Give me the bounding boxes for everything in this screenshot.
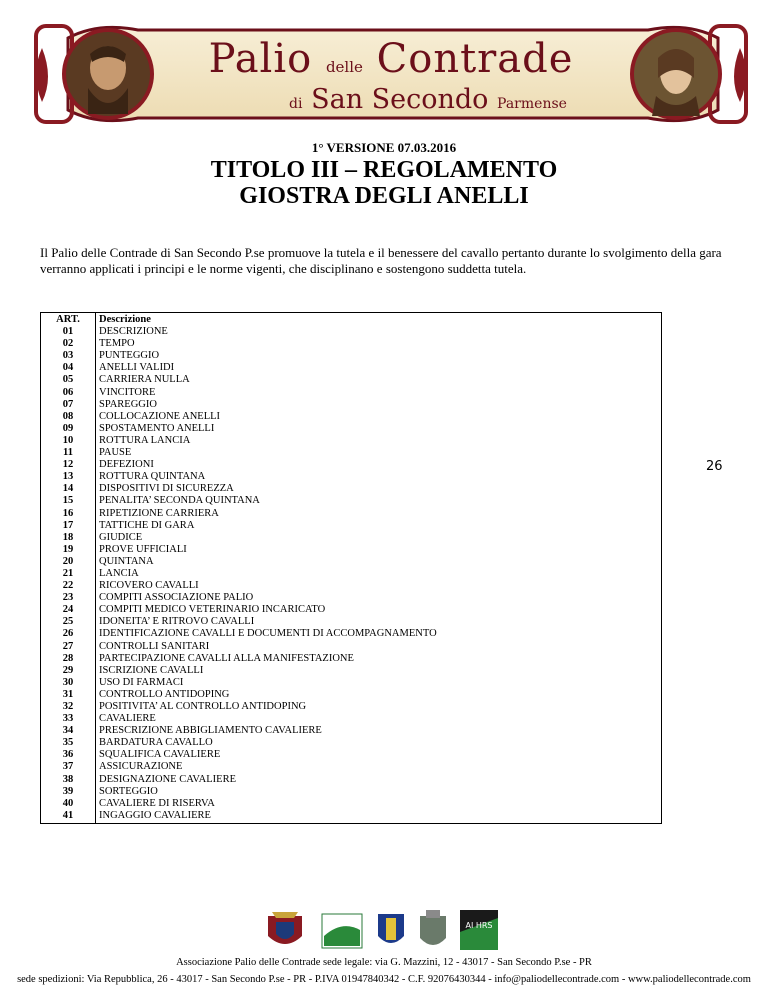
logo-province xyxy=(378,914,404,943)
article-description: CONTROLLO ANTIDOPING xyxy=(96,689,662,701)
article-number: 35 xyxy=(41,737,96,749)
banner-subtitle xyxy=(268,84,588,115)
article-number: 03 xyxy=(41,350,96,362)
article-number: 07 xyxy=(41,399,96,411)
banner-sub-parmense: Parmense xyxy=(497,96,567,112)
article-number: 38 xyxy=(41,774,96,786)
table-row xyxy=(41,761,662,773)
article-number: 28 xyxy=(41,653,96,665)
article-description: ISCRIZIONE CAVALLI xyxy=(96,665,662,677)
article-number: 23 xyxy=(41,592,96,604)
article-description: COLLOCAZIONE ANELLI xyxy=(96,411,662,423)
table-row xyxy=(41,737,662,749)
table-row xyxy=(41,338,662,350)
table-row xyxy=(41,374,662,386)
article-description: SORTEGGIO xyxy=(96,786,662,798)
article-number: 12 xyxy=(41,459,96,471)
table-row xyxy=(41,568,662,580)
article-number: 30 xyxy=(41,677,96,689)
article-description: ROTTURA QUINTANA xyxy=(96,471,662,483)
article-number: 10 xyxy=(41,435,96,447)
article-description: PAUSE xyxy=(96,447,662,459)
banner-title xyxy=(28,36,754,82)
header-art: ART. xyxy=(41,313,96,327)
article-description: TATTICHE DI GARA xyxy=(96,520,662,532)
table-row xyxy=(41,447,662,459)
article-number: 33 xyxy=(41,713,96,725)
table-row xyxy=(41,604,662,616)
table-row xyxy=(41,749,662,761)
article-number: 15 xyxy=(41,495,96,507)
article-number: 37 xyxy=(41,761,96,773)
intro-paragraph: Il Palio delle Contrade di San Secondo P.se promuove la tutela e il benessere del cavallo pertanto durante lo svolgimento della gara verranno applicati i principi e le norme vigenti, che disciplinano e sostengono suddetta tutela. xyxy=(40,245,722,276)
table-header-row xyxy=(41,313,662,327)
article-number: 17 xyxy=(41,520,96,532)
article-description: CARRIERA NULLA xyxy=(96,374,662,386)
logo-contrade-coat xyxy=(268,912,302,944)
article-description: GIUDICE xyxy=(96,532,662,544)
table-row xyxy=(41,592,662,604)
article-description: SQUALIFICA CAVALIERE xyxy=(96,749,662,761)
article-description: ASSICURAZIONE xyxy=(96,761,662,773)
article-description: CAVALIERE xyxy=(96,713,662,725)
table-row xyxy=(41,616,662,628)
banner-sub-san-secondo: San Secondo xyxy=(311,84,489,115)
article-number: 14 xyxy=(41,483,96,495)
article-number: 39 xyxy=(41,786,96,798)
article-description: DESCRIZIONE xyxy=(96,326,662,338)
table-row xyxy=(41,653,662,665)
title-line-2: GIOSTRA DEGLI ANELLI xyxy=(239,183,529,209)
article-description: SPAREGGIO xyxy=(96,399,662,411)
table-row xyxy=(41,483,662,495)
table-row xyxy=(41,471,662,483)
article-description: LANCIA xyxy=(96,568,662,580)
article-number: 21 xyxy=(41,568,96,580)
table-row xyxy=(41,774,662,786)
article-description: PUNTEGGIO xyxy=(96,350,662,362)
table-row xyxy=(41,628,662,640)
table-row xyxy=(41,798,662,810)
article-description: COMPITI ASSOCIAZIONE PALIO xyxy=(96,592,662,604)
logo-aihrs-label: AI HRS xyxy=(465,921,493,930)
logo-municipality xyxy=(420,910,446,945)
logo-region xyxy=(322,914,362,948)
article-number: 20 xyxy=(41,556,96,568)
article-number: 11 xyxy=(41,447,96,459)
table-row xyxy=(41,459,662,471)
banner-title-contrade: Contrade xyxy=(376,36,574,82)
table-row xyxy=(41,362,662,374)
article-number: 29 xyxy=(41,665,96,677)
table-row xyxy=(41,411,662,423)
table-row xyxy=(41,435,662,447)
article-description: IDENTIFICAZIONE CAVALLI E DOCUMENTI DI ACCOMPAGNAMENTO xyxy=(96,628,662,640)
table-row xyxy=(41,508,662,520)
table-row xyxy=(41,665,662,677)
table-row xyxy=(41,810,662,824)
article-description: PRESCRIZIONE ABBIGLIAMENTO CAVALIERE xyxy=(96,725,662,737)
table-row xyxy=(41,556,662,568)
article-description: TEMPO xyxy=(96,338,662,350)
footer-line-1: Associazione Palio delle Contrade sede legale: via G. Mazzini, 12 - 43017 - San Secondo P.se - PR xyxy=(176,957,592,968)
table-body xyxy=(41,326,662,823)
article-description: ROTTURA LANCIA xyxy=(96,435,662,447)
article-number: 01 xyxy=(41,326,96,338)
article-description: PENALITA’ SECONDA QUINTANA xyxy=(96,495,662,507)
table-row xyxy=(41,713,662,725)
articles-table xyxy=(40,312,662,824)
article-description: CONTROLLI SANITARI xyxy=(96,641,662,653)
article-number: 24 xyxy=(41,604,96,616)
table-row xyxy=(41,326,662,338)
article-description: DEFEZIONI xyxy=(96,459,662,471)
table-row xyxy=(41,701,662,713)
article-number: 34 xyxy=(41,725,96,737)
article-description: POSITIVITA’ AL CONTROLLO ANTIDOPING xyxy=(96,701,662,713)
article-number: 41 xyxy=(41,810,96,824)
article-description: VINCITORE xyxy=(96,387,662,399)
article-description: DESIGNAZIONE CAVALIERE xyxy=(96,774,662,786)
article-number: 13 xyxy=(41,471,96,483)
page-number: 26 xyxy=(706,459,723,474)
table-row xyxy=(41,399,662,411)
table-row xyxy=(41,350,662,362)
table-row xyxy=(41,495,662,507)
article-number: 22 xyxy=(41,580,96,592)
article-number: 27 xyxy=(41,641,96,653)
article-number: 08 xyxy=(41,411,96,423)
article-description: CAVALIERE DI RISERVA xyxy=(96,798,662,810)
article-number: 04 xyxy=(41,362,96,374)
sponsor-logos xyxy=(262,906,502,954)
article-number: 16 xyxy=(41,508,96,520)
article-number: 19 xyxy=(41,544,96,556)
table-row xyxy=(41,786,662,798)
header-description: Descrizione xyxy=(96,313,662,327)
table-row xyxy=(41,532,662,544)
table-row xyxy=(41,423,662,435)
table-row xyxy=(41,580,662,592)
table-row xyxy=(41,641,662,653)
article-description: PROVE UFFICIALI xyxy=(96,544,662,556)
article-description: PARTECIPAZIONE CAVALLI ALLA MANIFESTAZIONE xyxy=(96,653,662,665)
version-line: 1° VERSIONE 07.03.2016 xyxy=(311,140,457,155)
table-row xyxy=(41,677,662,689)
table-row xyxy=(41,544,662,556)
article-number: 18 xyxy=(41,532,96,544)
article-description: COMPITI MEDICO VETERINARIO INCARICATO xyxy=(96,604,662,616)
banner-title-palio: Palio xyxy=(208,36,313,82)
article-description: RICOVERO CAVALLI xyxy=(96,580,662,592)
table-row xyxy=(41,725,662,737)
banner-sub-di: di xyxy=(289,96,303,112)
article-number: 06 xyxy=(41,387,96,399)
article-description: SPOSTAMENTO ANELLI xyxy=(96,423,662,435)
article-number: 02 xyxy=(41,338,96,350)
table-row xyxy=(41,387,662,399)
banner-title-delle: delle xyxy=(325,58,363,76)
table-row xyxy=(41,520,662,532)
logo-aihrs xyxy=(460,910,498,950)
article-description: QUINTANA xyxy=(96,556,662,568)
article-description: USO DI FARMACI xyxy=(96,677,662,689)
article-number: 36 xyxy=(41,749,96,761)
article-number: 25 xyxy=(41,616,96,628)
article-description: INGAGGIO CAVALIERE xyxy=(96,810,662,824)
table-row xyxy=(41,689,662,701)
footer-line-2: sede spedizioni: Via Repubblica, 26 - 43017 - San Secondo P.se - PR - P.IVA 01947840342 - C.F. 92076430344 - info@paliodellecontrade.com - www.paliodellecontrade.com xyxy=(17,974,751,985)
article-number: 32 xyxy=(41,701,96,713)
article-description: DISPOSITIVI DI SICUREZZA xyxy=(96,483,662,495)
article-description: IDONEITA’ E RITROVO CAVALLI xyxy=(96,616,662,628)
article-number: 05 xyxy=(41,374,96,386)
article-number: 40 xyxy=(41,798,96,810)
article-description: RIPETIZIONE CARRIERA xyxy=(96,508,662,520)
header-banner xyxy=(28,18,754,130)
article-number: 26 xyxy=(41,628,96,640)
article-description: BARDATURA CAVALLO xyxy=(96,737,662,749)
article-number: 09 xyxy=(41,423,96,435)
article-number: 31 xyxy=(41,689,96,701)
title-line-1: TITOLO III – REGOLAMENTO xyxy=(210,157,558,183)
article-description: ANELLI VALIDI xyxy=(96,362,662,374)
page-title xyxy=(0,157,768,209)
